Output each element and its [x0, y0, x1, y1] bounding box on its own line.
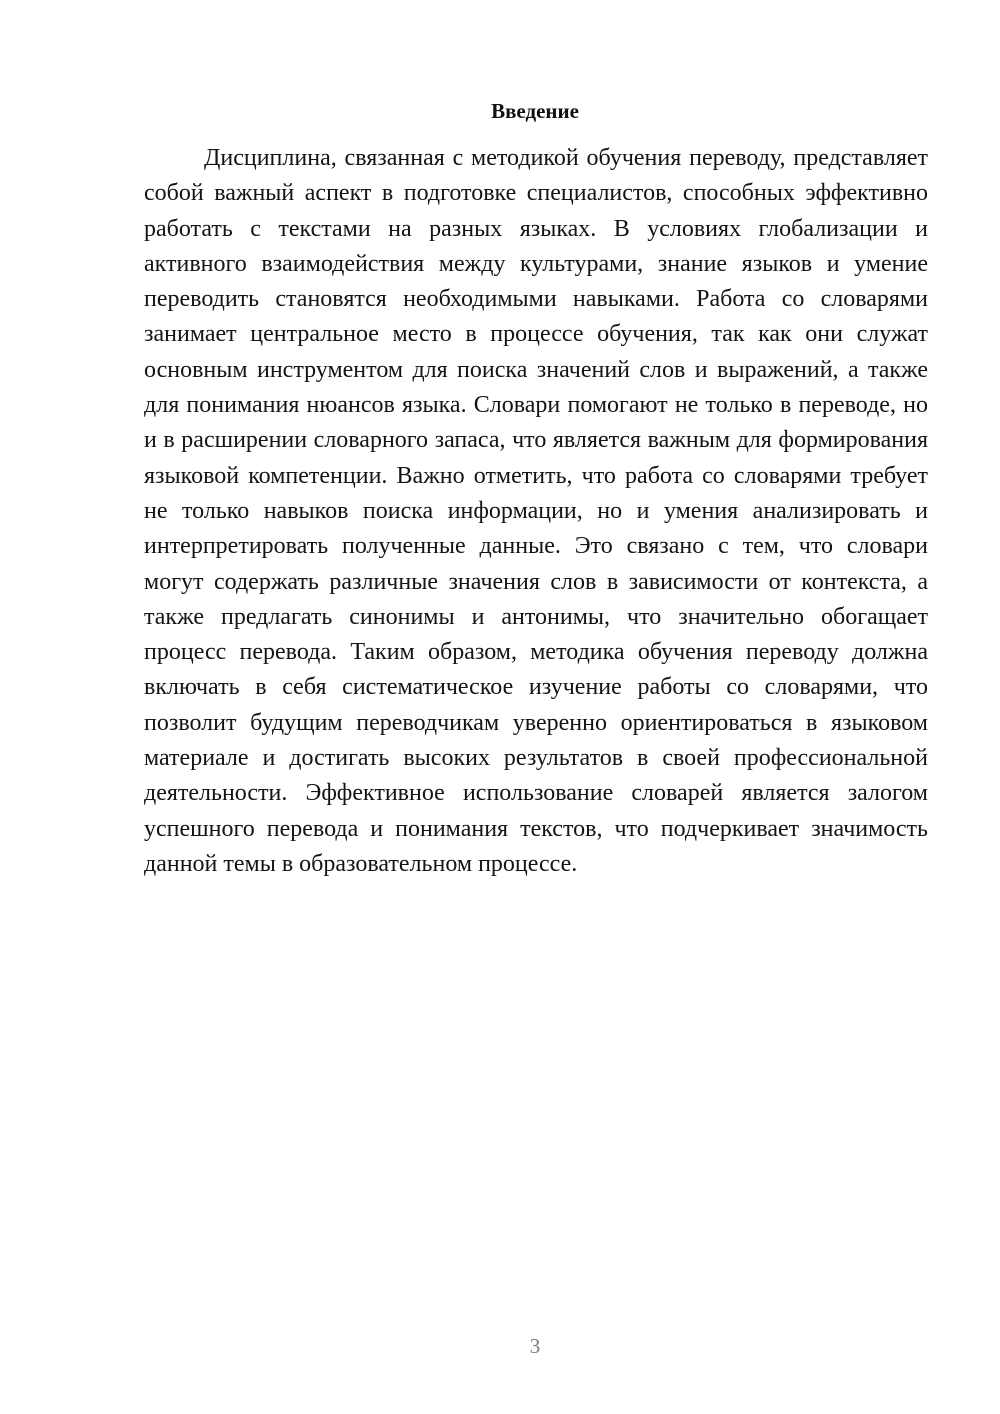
page-number: 3 [529, 1334, 541, 1358]
section-title: Введение [491, 99, 579, 123]
body-paragraph: Дисциплина, связанная с методикой обучения переводу, представляет собой важный аспект в подготовке специалистов, способных эффективно работать с текстами на разных языках. В условиях глобализации и активного взаимодействия между культурами, знание языков и умение переводить становятся необходимыми навыками. Работа со словарями занимает центральное место в процессе обучения, так как они служат основным инструментом для поиска значений слов и выражений, а также для понимания нюансов языка. Словари помогают не только в переводе, но и в расширении словарного запаса, что является важным для формирования языковой компетенции. Важно отметить, что работа со словарями требует не только навыков поиска информации, но и умения анализировать и интерпретировать полученные данные. Это связано с тем, что словари могут содержать различные значения слов в зависимости от контекста, а также предлагать синонимы и антонимы, что значительно обогащает процесс перевода. Таким образом, методика обучения переводу должна включать в себя систематическое изучение работы со словарями, что позволит будущим переводчикам уверенно ориентироваться в языковом материале и достигать высоких результатов в своей профессиональной деятельности. Эффективное использование словарей является залогом успешного перевода и понимания текстов, что подчеркивает значимость данной темы в образовательном процессе. [144, 145, 928, 877]
